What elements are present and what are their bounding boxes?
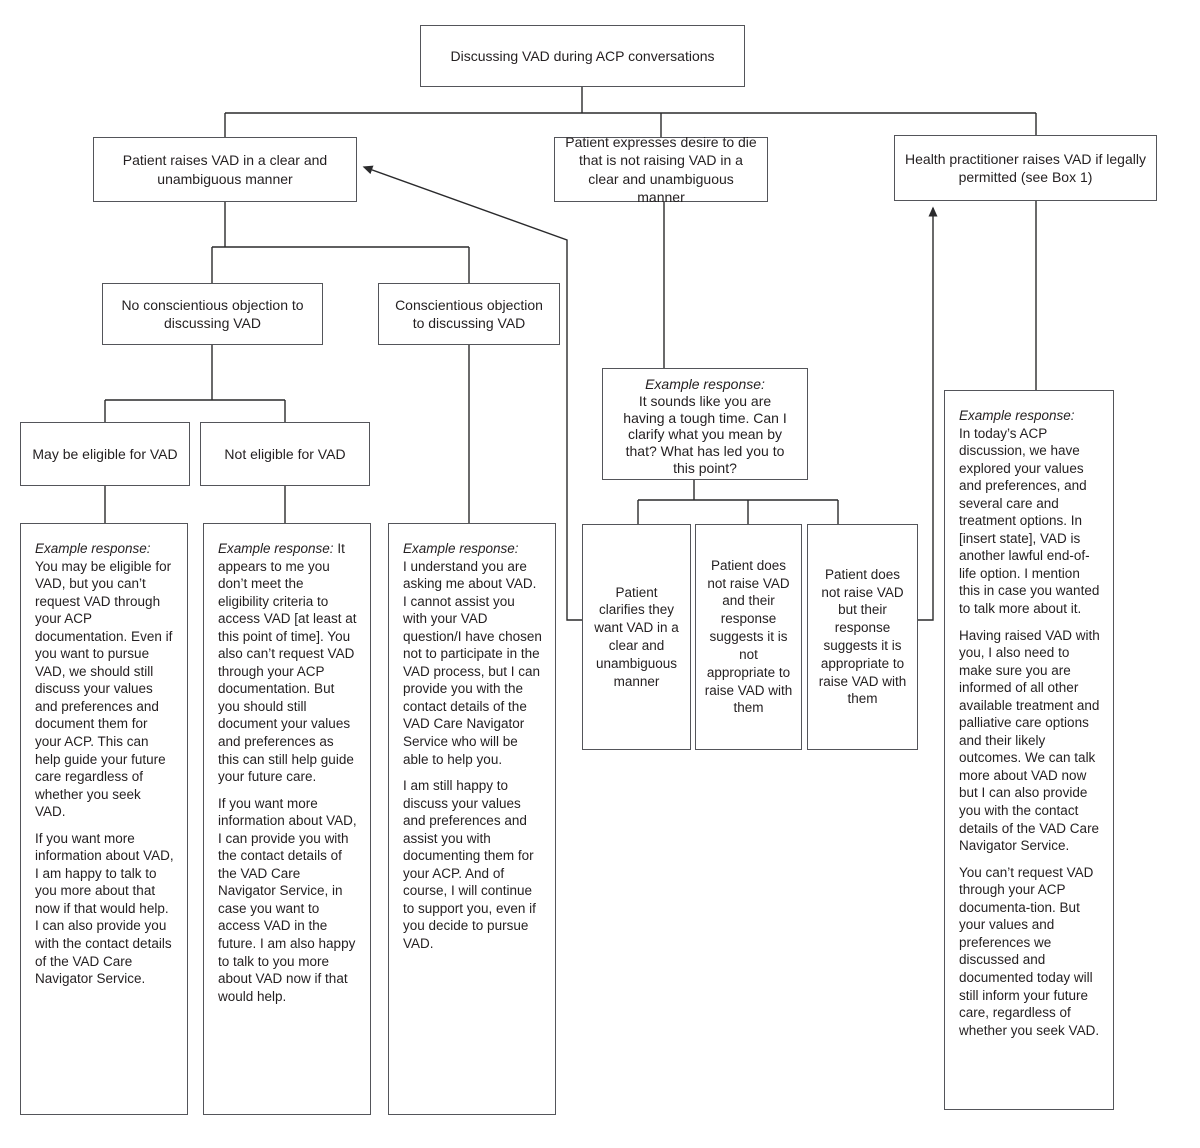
node-objection-response <box>388 523 556 1115</box>
node-outcome-clarifies <box>582 524 691 750</box>
node-may-be-eligible <box>20 422 190 486</box>
node-outcome-not-appropriate-label: Patient does not raise VAD and their response suggests it is not appropriate to raise VAD with them <box>704 557 793 716</box>
node-clarify-example-response <box>602 368 808 480</box>
may-eligible-response-lead: Example response: <box>35 541 151 556</box>
node-patient-expresses-desire <box>554 134 768 205</box>
node-no-conscientious-objection <box>102 283 323 345</box>
not-eligible-response-lead: Example response: <box>218 541 334 556</box>
node-outcome-not-appropriate <box>695 524 802 750</box>
node-not-eligible-response <box>203 523 371 1115</box>
node-patient-expresses-desire-label: Patient expresses desire to die that is not raising VAD in a clear and unambiguous manner <box>565 134 757 205</box>
node-conscientious-objection <box>378 283 560 345</box>
node-root-label: Discussing VAD during ACP conversations <box>450 47 715 64</box>
practitioner-response-p2: Having raised VAD with you, I also need to make sure you are informed of all other available treatment and palliative care options and their likely outcomes. We can talk more about VAD now but I can also provide you with the contact details of the VAD Care Navigator Service. <box>959 627 1100 854</box>
practitioner-response-p1: Example response: In today’s ACP discussion, we have explored your values and preferences, and several care and treatment options. In [insert state], VAD is another lawful end-of-life option. I mention this in case you wanted to talk more about it. <box>959 408 1100 617</box>
node-may-be-eligible-label: May be eligible for VAD <box>32 445 178 462</box>
node-patient-raises-vad <box>93 137 357 202</box>
node-outcome-clarifies-label: Patient clarifies they want VAD in a clear and unambiguous manner <box>594 584 679 689</box>
node-no-conscientious-objection-label: No conscientious objection to discussing VAD <box>121 296 304 331</box>
node-practitioner-raises-vad <box>894 135 1157 201</box>
clarify-example-lead: Example response: <box>645 376 765 392</box>
node-conscientious-objection-label: Conscientious objection to discussing VAD <box>395 296 543 331</box>
practitioner-response-lead: Example response: <box>959 408 1075 423</box>
node-may-eligible-response <box>20 523 188 1115</box>
may-eligible-response-p2: If you want more information about VAD, I am happy to talk to you more about that now if that would help. I can also provide you with the contact details of the VAD Care Navigator Service. <box>35 830 174 987</box>
node-outcome-appropriate-label: Patient does not raise VAD but their response suggests it is appropriate to raise VAD with them <box>818 566 907 707</box>
practitioner-response-p3: You can’t request VAD through your ACP documenta-tion. But your values and preferences we discussed and documented today will still inform your future care, regardless of whether you seek VAD. <box>959 864 1100 1038</box>
not-eligible-response-p2: If you want more information about VAD, I can provide you with the contact details of the VAD Care Navigator Service, in case you want to access VAD in the future. I am also happy to talk to you more about VAD now if that would help. <box>218 795 357 1004</box>
objection-response-p2: I am still happy to discuss your values and preferences and assist you with documenting them for your ACP. And of course, I will continue to support you, even if you decide to pursue VAD. <box>403 778 536 952</box>
node-patient-raises-vad-label: Patient raises VAD in a clear and unambiguous manner <box>122 152 328 187</box>
node-practitioner-raises-vad-label: Health practitioner raises VAD if legally permitted (see Box 1) <box>905 150 1146 185</box>
objection-response-lead: Example response: <box>403 541 519 556</box>
not-eligible-response-p1: Example response: It appears to me you don’t meet the eligibility criteria to access VAD [at least at this point of time]. You also can’t request VAD through your ACP documentation. But you should still document your values and preferences as this can still help guide your future care. <box>218 541 357 785</box>
node-outcome-appropriate <box>807 524 918 750</box>
node-practitioner-response <box>944 390 1114 1110</box>
clarify-example-body: It sounds like you are having a tough time. Can I clarify what you mean by that? What has led you to this point? <box>623 392 787 476</box>
objection-response-p1: Example response: I understand you are asking me about VAD. I cannot assist you with your VAD question/I have chosen not to participate in the VAD process, but I can provide you with the contact details of the VAD Care Navigator Service who will be able to help you. <box>403 541 542 767</box>
may-eligible-response-p1: Example response: You may be eligible for VAD, but you can’t request VAD through your ACP documentation. Even if you want to pursue VAD, we should still discuss your values and preferences and document them for your ACP. This can help guide your future care regardless of whether you seek VAD. <box>35 541 173 820</box>
node-root <box>420 25 745 87</box>
node-not-eligible-label: Not eligible for VAD <box>224 445 346 462</box>
feedback-arrow-to-practitioner-raises <box>918 208 933 620</box>
node-not-eligible <box>200 422 370 486</box>
